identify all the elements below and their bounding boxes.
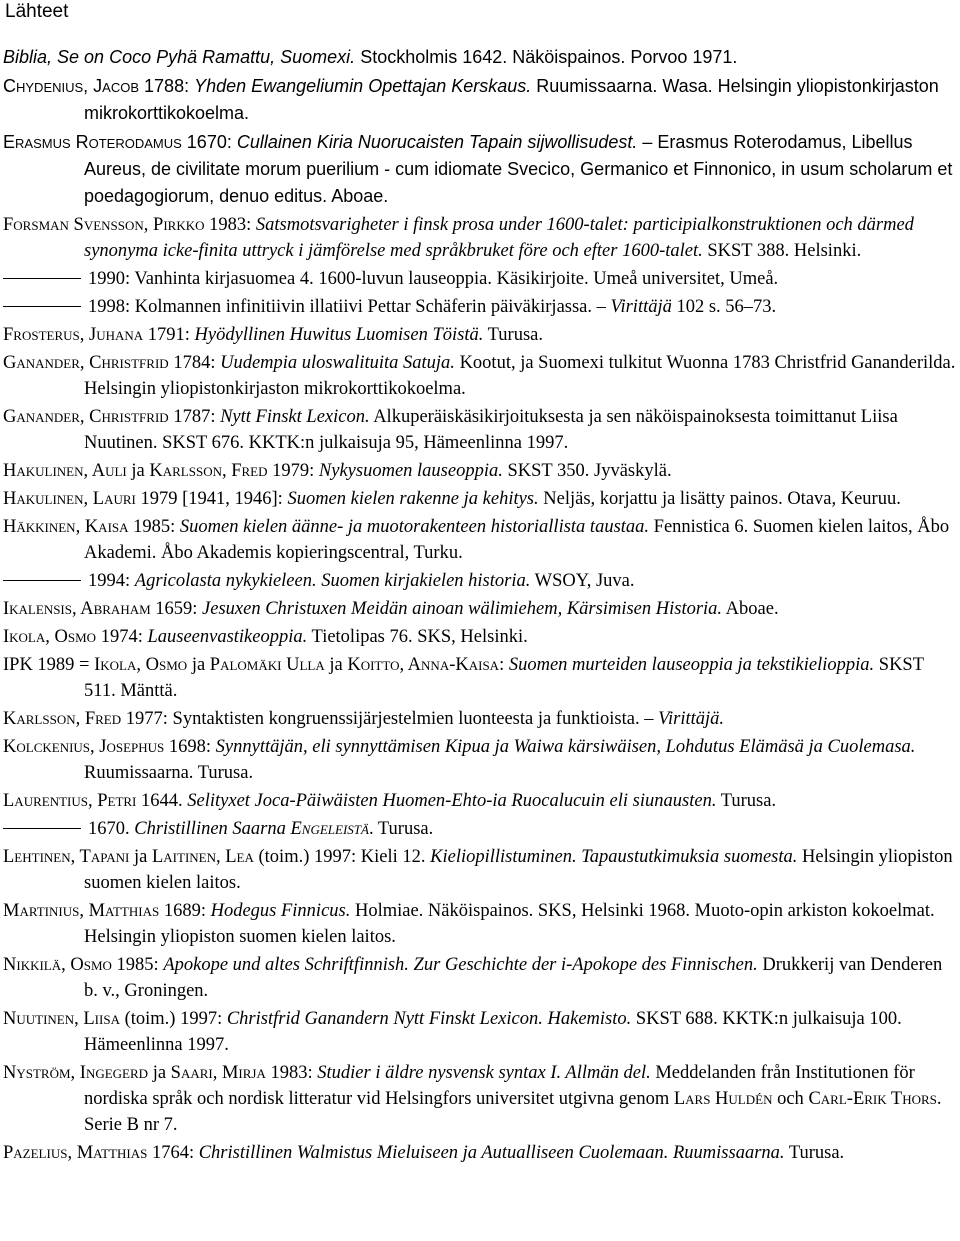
reference-list (0, 44, 958, 1168)
reference-segment: Suomen murteiden lauseoppia ja tekstikielioppia. (508, 655, 875, 675)
reference-segment: Nykysuomen lauseoppia. (318, 461, 503, 481)
reference-segment: Meddelanden från Institutionen för nordiska språk och nordisk litteratur vid Helsingfors universitet utgivna genom (84, 1063, 915, 1109)
reference-entry (0, 514, 958, 566)
reference-segment: Lauseenvastikeoppia. (147, 627, 308, 647)
reference-segment: 1788: (139, 76, 195, 96)
reference-segment: 1994: (88, 571, 135, 591)
reference-segment: Ikalensis, Abraham (3, 599, 151, 619)
reference-segment: IPK 1989 = (3, 655, 95, 675)
reference-segment: Ruumissaarna. Wasa. Helsingin yliopistonkirjaston mikrokorttikokoelma. (84, 76, 939, 123)
page-title: Lähteet (5, 1, 69, 22)
reference-segment: Kolckenius, Josephus (3, 737, 165, 757)
reference-segment: SKST 388. Helsinki. (702, 241, 862, 261)
reference-segment: Erasmus Roterodamus (3, 132, 182, 152)
reference-segment: Ganander, Christfrid (3, 407, 169, 427)
reference-segment: SKST 688. KKTK:n julkaisuja 100. Hämeenlinna 1997. (84, 1009, 902, 1055)
reference-segment: Drukkerij van Denderen b. v., Groningen. (84, 955, 943, 1001)
reference-segment: 1644. (136, 791, 188, 811)
reference-segment: 1670: (181, 132, 237, 152)
reference-segment: Ganander, Christfrid (3, 353, 169, 373)
reference-segment: 1974: (96, 627, 148, 647)
reference-entry (0, 568, 958, 594)
reference-entry (0, 486, 958, 512)
reference-segment: Carl-Erik Thors (808, 1089, 937, 1109)
reference-segment: Nuutinen, Liisa (3, 1009, 120, 1029)
reference-segment: och (772, 1089, 809, 1109)
reference-segment: . Serie B nr 7. (84, 1089, 942, 1135)
reference-segment: 1670. (88, 819, 135, 839)
reference-segment: Ikola, Osmo (94, 655, 188, 675)
reference-segment: Karlsson, Fred (149, 461, 268, 481)
reference-segment: Turusa. (716, 791, 777, 811)
reference-segment: Tietolipas 76. SKS, Helsinki. (307, 627, 528, 647)
reference-segment: Holmiae. Näköispainos. SKS, Helsinki 1968. Muoto-opin arkiston kokoelmat. Helsingin yliopiston suomen kielen laitos. (84, 901, 935, 947)
reference-segment: 1659: (150, 599, 203, 619)
reference-segment: 1990: Vanhinta kirjasuomea 4. 1600-luvun lauseoppia. Käsikirjoite. Umeå universitet, Umeå. (88, 269, 779, 289)
reference-segment: Virittäjä. (658, 709, 725, 729)
reference-entry (0, 44, 958, 71)
reference-segment: (toim.) 1997: (119, 1009, 227, 1029)
reference-segment: ja (187, 655, 210, 675)
reference-segment: SKST 511. Mänttä. (84, 655, 924, 701)
reference-segment: 1979: (267, 461, 319, 481)
reference-segment: Hakulinen, Auli (3, 461, 127, 481)
reference-segment: Laitinen, Lea (151, 847, 254, 867)
reference-segment: Agricolasta nykykieleen. Suomen kirjakielen historia. (134, 571, 531, 591)
reference-entry (0, 129, 958, 210)
reference-segment: Ruumissaarna. Turusa. (84, 763, 254, 783)
reference-segment: Satsmotsvarigheter i finsk prosa under 1600-talet: participialkonstruktionen och därmed synonyma icke-finita uttryck i jämförelse med språkbruket före och efter 1600-talet. (84, 215, 914, 261)
reference-segment: Studier i äldre nysvensk syntax I. Allmän del. (317, 1063, 651, 1083)
reference-segment: Saari, Mirja (170, 1063, 266, 1083)
reference-segment: Koitto, Anna-Kaisa (347, 655, 500, 675)
reference-entry (0, 898, 958, 950)
reference-segment: Suomen kielen rakenne ja kehitys. (287, 489, 539, 509)
reference-segment: Pazelius, Matthias (3, 1143, 148, 1163)
reference-segment: Hyödyllinen Huwitus Luomisen Töistä. (194, 325, 484, 345)
reference-segment: Martinius, Matthias (3, 901, 160, 921)
reference-entry (0, 652, 958, 704)
reference-entry (0, 212, 958, 264)
reference-segment: 1698: (164, 737, 216, 757)
reference-segment: Christillinen Saarna (134, 819, 291, 839)
reference-segment: Selityxet Joca-Päiwäisten Huomen-Ehto-ia Ruocalucuin eli siunausten. (187, 791, 717, 811)
ditto-dash (3, 306, 81, 307)
reference-segment: Suomen kielen äänne- ja muotorakenteen historiallista taustaa. (179, 517, 650, 537)
reference-segment: Palomäki Ulla (209, 655, 325, 675)
reference-segment: Alkuperäiskäsikirjoituksesta ja sen näköispainoksesta toimittanut Liisa Nuutinen. SKST 676. KKTK:n julkaisuja 95, Hämeenlinna 1997. (84, 407, 898, 453)
reference-segment: Kieliopillistuminen. Tapaustutkimuksia suomesta. (430, 847, 798, 867)
reference-segment: Forsman Svensson, Pirkko (3, 215, 205, 235)
reference-segment: Lehtinen, Tapani (3, 847, 130, 867)
reference-segment: 1985: (111, 955, 164, 975)
reference-segment: Ikola, Osmo (3, 627, 97, 647)
reference-segment: 1784: (168, 353, 221, 373)
reference-segment: Biblia, Se on Coco Pyhä Ramattu, Suomexi. (3, 47, 356, 67)
reference-entry (0, 788, 958, 814)
reference-entry (0, 1060, 958, 1138)
reference-segment: 1979 [1941, 1946]: (135, 489, 288, 509)
reference-entry (0, 294, 958, 320)
reference-segment: Christillinen Walmistus Mieluiseen ja Autualliseen Cuolemaan. Ruumissaarna. (198, 1143, 785, 1163)
reference-segment: Christfrid Ganandern Nytt Finskt Lexicon. Hakemisto. (226, 1009, 632, 1029)
reference-segment: Uudempia uloswalituita Satuja. (220, 353, 455, 373)
ditto-dash (3, 580, 81, 581)
reference-segment: Helsingin yliopiston suomen kielen laitos. (84, 847, 953, 893)
reference-segment: Neljäs, korjattu ja lisätty painos. Otava, Keuruu. (538, 489, 901, 509)
reference-entry (0, 1140, 958, 1166)
ditto-dash (3, 828, 81, 829)
reference-entry (0, 1006, 958, 1058)
reference-segment: 1791: (143, 325, 195, 345)
reference-segment: Nytt Finskt Lexicon. (220, 407, 370, 427)
reference-segment: Cullainen Kiria Nuorucaisten Tapain sijwollisudest. (236, 132, 638, 152)
reference-segment: Chydenius, Jacob (3, 76, 140, 96)
reference-segment: Nyström, Ingegerd (3, 1063, 149, 1083)
reference-segment: Laurentius, Petri (3, 791, 137, 811)
reference-entry (0, 350, 958, 402)
reference-segment: 1998: Kolmannen infinitiivin illatiivi Pettar Schäferin päiväkirjassa. – (88, 297, 611, 317)
reference-segment: ja (129, 847, 152, 867)
reference-segment: ja (126, 461, 150, 481)
reference-entry (0, 404, 958, 456)
reference-segment: ja (148, 1063, 171, 1083)
reference-segment: Jesuxen Christuxen Meidän ainoan wälimiehem, Kärsimisen Historia. (202, 599, 723, 619)
reference-segment: Lars Huldén (673, 1089, 773, 1109)
reference-segment: Aboae. (722, 599, 779, 619)
reference-segment: Hakulinen, Lauri (3, 489, 136, 509)
reference-entry (0, 952, 958, 1004)
reference-segment: – Erasmus Roterodamus, Libellus Aureus, de civilitate morum puerilium - cum idiomate Svecico, Germanico et Finnonico, in usum scholarum et poedagogiorum, denuo editus. Aboae. (84, 132, 953, 206)
reference-segment: 1983: (265, 1063, 318, 1083)
reference-segment: Hodegus Finnicus. (210, 901, 351, 921)
reference-entry (0, 624, 958, 650)
reference-entry (0, 734, 958, 786)
reference-segment: ja (324, 655, 348, 675)
reference-segment: Stockholmis 1642. Näköispainos. Porvoo 1971. (355, 47, 738, 67)
reference-segment: Frosterus, Juhana (3, 325, 144, 345)
reference-entry (0, 844, 958, 896)
reference-entry (0, 596, 958, 622)
reference-entry (0, 816, 958, 842)
reference-segment: Turusa. (483, 325, 543, 345)
reference-segment: 1689: (159, 901, 211, 921)
reference-segment: WSOY, Juva. (530, 571, 635, 591)
reference-segment: Fennistica 6. Suomen kielen laitos, Åbo Akademi. Åbo Akademis kopieringscentral, Turku. (84, 517, 950, 563)
reference-entry (0, 706, 958, 732)
reference-segment: (toim.) 1997: Kieli 12. (253, 847, 431, 867)
reference-entry (0, 322, 958, 348)
reference-segment: Yhden Ewangeliumin Opettajan Kerskaus. (194, 76, 532, 96)
reference-segment: Virittäjä (610, 297, 672, 317)
reference-entry (0, 266, 958, 292)
reference-segment: Kootut, ja Suomexi tulkitut Wuonna 1783 Christfrid Gananderilda. Helsingin yliopistonkirjaston mikrokorttikokoelma. (84, 353, 956, 399)
reference-segment: 1787: (168, 407, 221, 427)
reference-segment: SKST 350. Jyväskylä. (502, 461, 672, 481)
reference-segment: Karlsson, Fred (3, 709, 122, 729)
reference-segment: 1983: (204, 215, 256, 235)
reference-segment: 1764: (147, 1143, 199, 1163)
reference-segment: : (499, 655, 509, 675)
reference-segment: Turusa. (784, 1143, 845, 1163)
reference-entry (0, 73, 958, 127)
reference-segment: 102 s. 56–73. (671, 297, 777, 317)
reference-segment: Häkkinen, Kaisa (3, 517, 129, 537)
ditto-dash (3, 278, 81, 279)
reference-segment: . Turusa. (368, 819, 434, 839)
reference-segment: Apokope und altes Schriftfinnish. Zur Geschichte der i-Apokope des Finnischen. (163, 955, 758, 975)
reference-segment: 1977: Syntaktisten kongruenssijärjestelmien luonteesta ja funktioista. – (121, 709, 659, 729)
reference-segment: Engeleistä (290, 819, 369, 839)
reference-segment: Nikkilä, Osmo (3, 955, 112, 975)
reference-entry (0, 458, 958, 484)
reference-segment: Synnyttäjän, eli synnyttämisen Kipua ja Waiwa kärsiwäisen, Lohdutus Elämäsä ja Cuolemasa. (215, 737, 916, 757)
reference-segment: 1985: (128, 517, 180, 537)
